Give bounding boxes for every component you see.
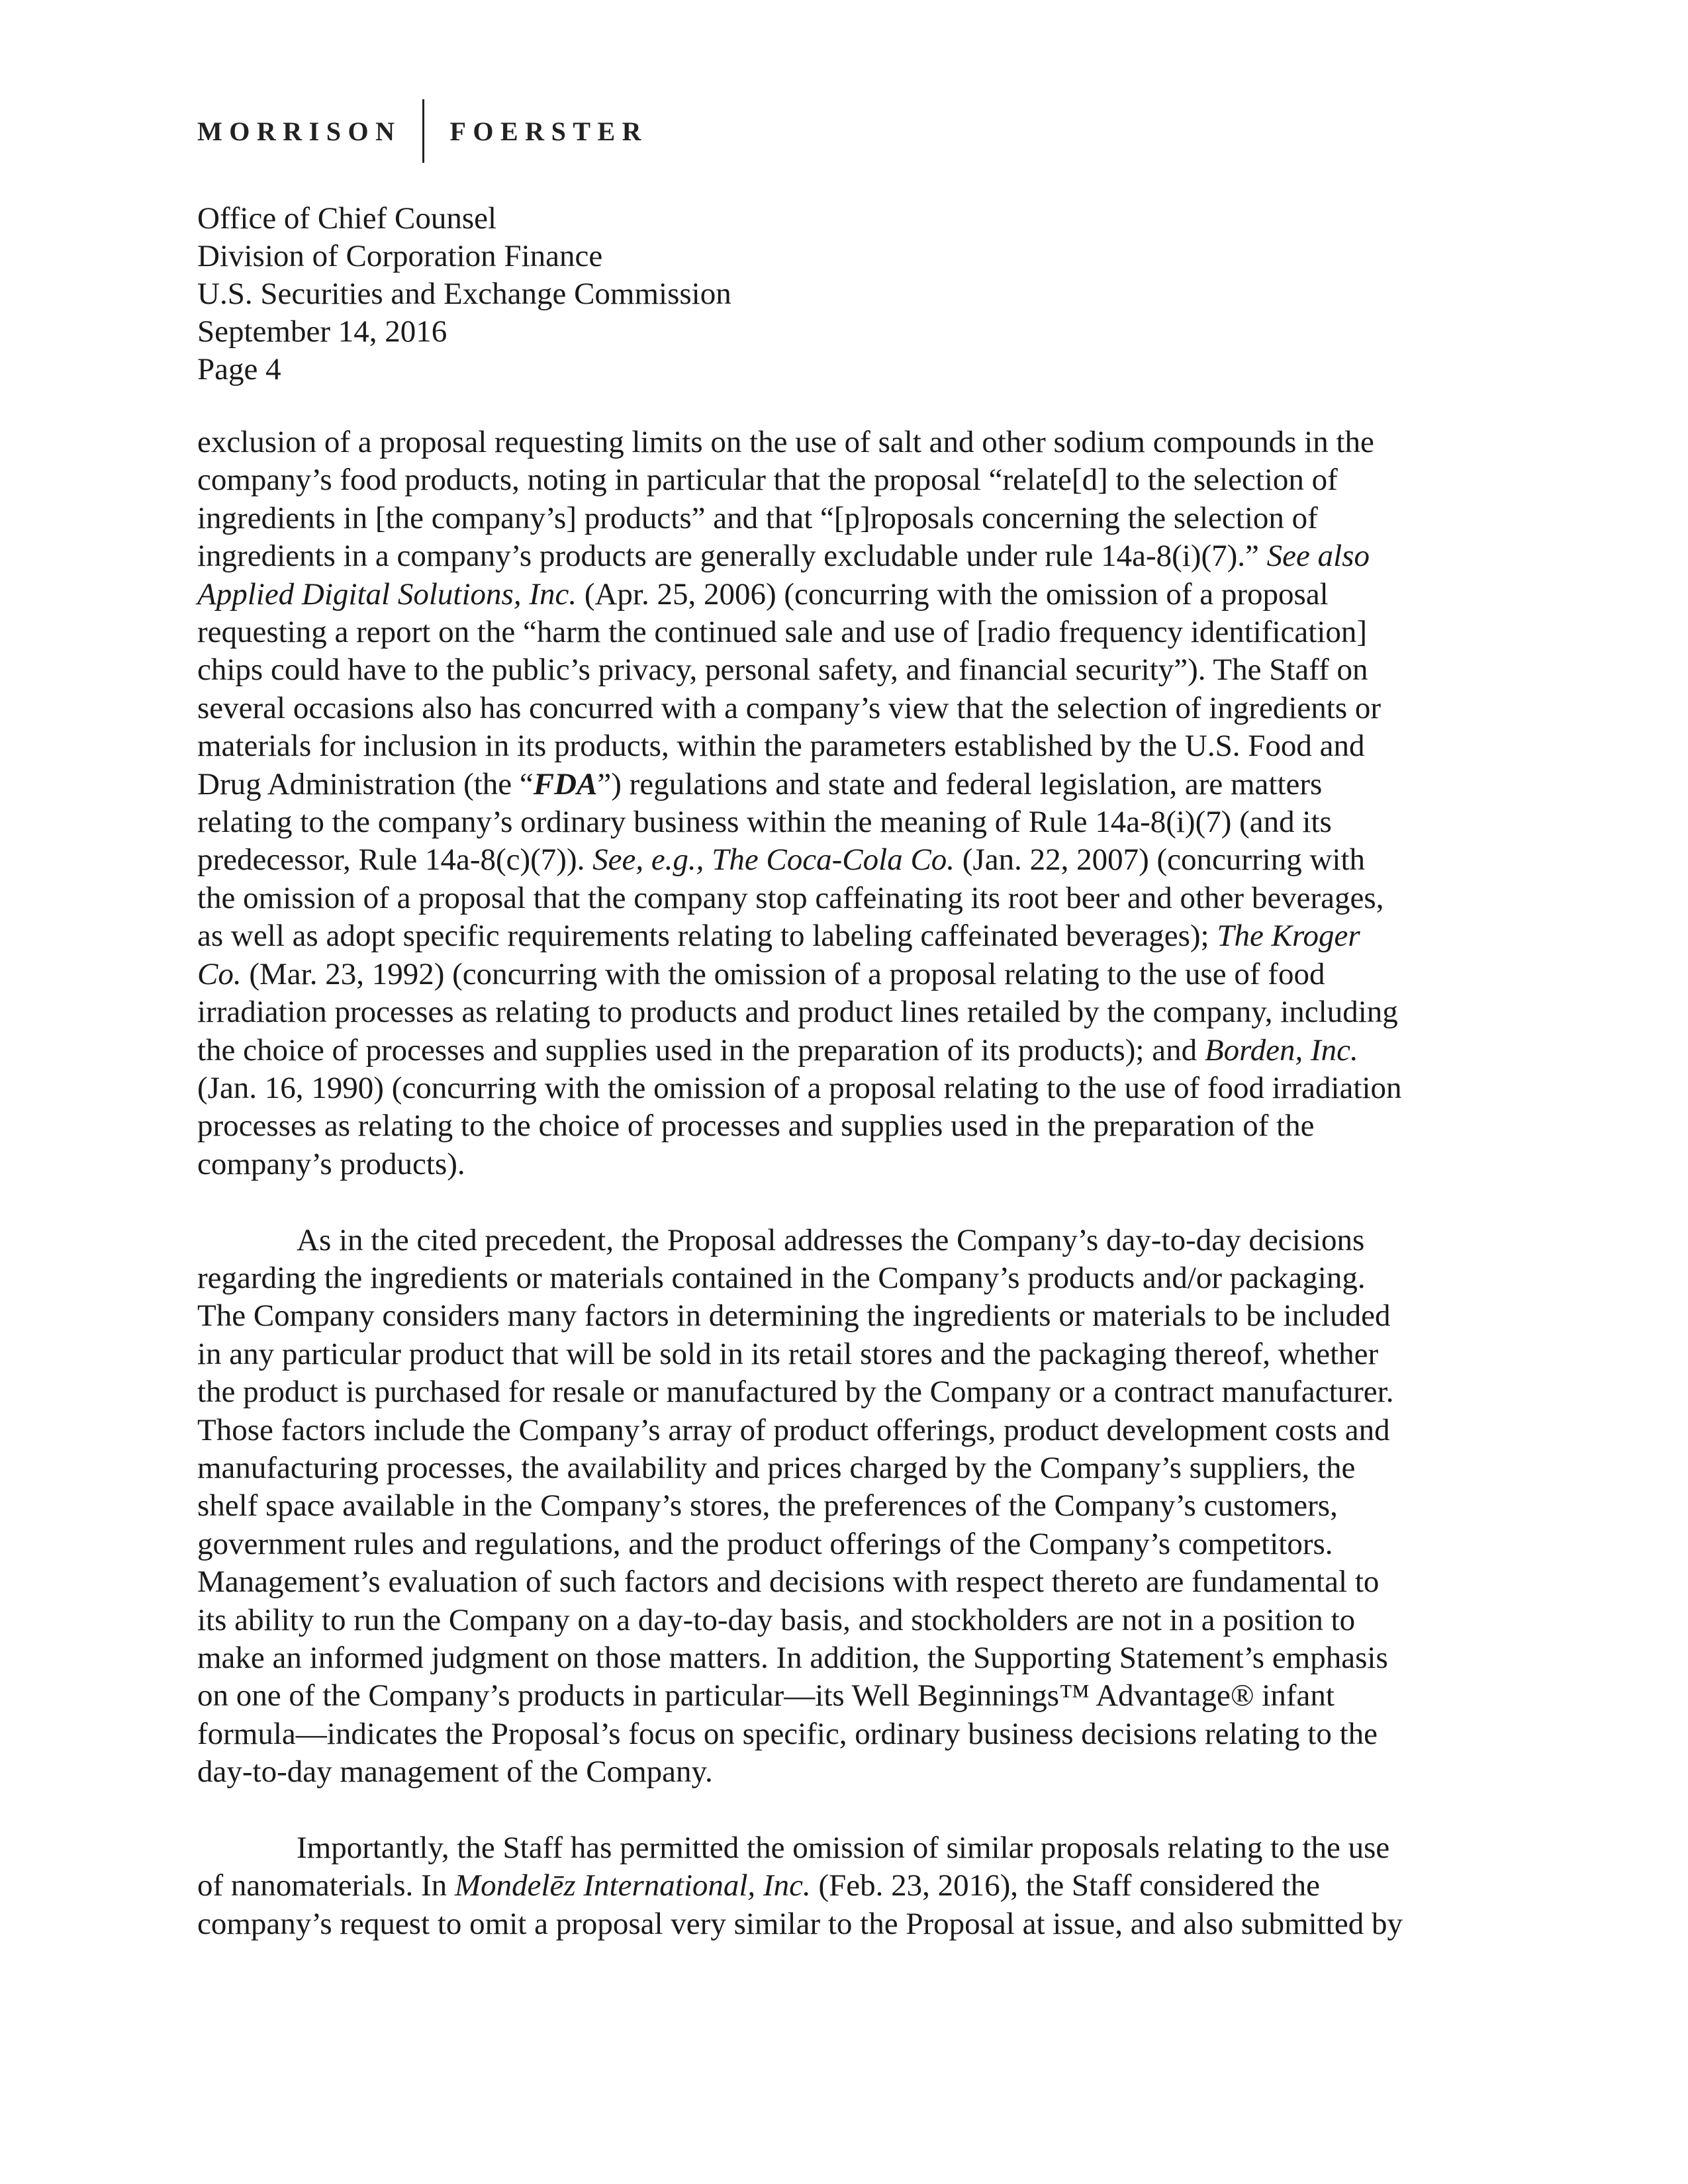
text-run: the product is purchased for resale or manufactured by the Company or a contract manufacturer. [197, 1375, 1394, 1410]
text-run: as well as adopt specific requirements relating to labeling caffeinated beverages); [197, 919, 1217, 954]
paragraph-line [197, 1412, 1475, 1449]
firm-name-left: MORRISON [197, 116, 402, 146]
citation-italic: Mondelēz International, Inc. [454, 1868, 811, 1903]
paragraph-line [197, 956, 1475, 993]
paragraph-line [197, 1602, 1475, 1639]
text-run: (Feb. 23, 2016), the Staff considered the [810, 1868, 1320, 1903]
text-run: of nanomaterials. In [197, 1868, 455, 1903]
text-run: on one of the Company’s products in particular—its Well Beginnings™ Advantage® infant [197, 1678, 1335, 1713]
paragraph-line [197, 1677, 1475, 1715]
recipient-agency: U.S. Securities and Exchange Commission [197, 277, 731, 311]
paragraph-line [197, 651, 1475, 689]
paragraph-line [197, 1146, 1475, 1183]
paragraph-line [197, 1259, 1475, 1297]
paragraph-line [197, 917, 1475, 955]
paragraph-line [197, 993, 1475, 1031]
letterhead-logo [197, 99, 648, 163]
paragraph-line [197, 576, 1475, 614]
text-run: materials for inclusion in its products, within the parameters established by the U.S. Food and [197, 729, 1365, 764]
citation-italic: Applied Digital Solutions, Inc. [197, 576, 577, 612]
text-run: Those factors include the Company’s array of product offerings, product development costs and [197, 1412, 1390, 1447]
paragraph-line [197, 1525, 1475, 1563]
paragraph-line [197, 1336, 1475, 1373]
citation-italic: Co. [197, 956, 242, 991]
text-run: the Proposal addresses the Company’s day-to-day decisions [613, 1222, 1365, 1257]
citation-italic: Borden, Inc. [1204, 1032, 1358, 1068]
letter-body [197, 424, 1475, 1981]
text-run: the omission of a proposal that the company stop caffeinating its root beer and other beverages, [197, 880, 1384, 915]
text-run: formula—indicates the Proposal’s focus on specific, ordinary business decisions relating to the [197, 1716, 1378, 1751]
paragraph-line [197, 1297, 1475, 1335]
text-run: ”) regulations and state and federal legislation, are matters [597, 766, 1323, 801]
paragraph-line [197, 803, 1475, 841]
body-paragraph-1 [197, 424, 1475, 1183]
paragraph-line [197, 1715, 1475, 1753]
text-run: predecessor, Rule 14a-8(c)(7)). [197, 842, 593, 878]
recipient-office: Office of Chief Counsel [197, 201, 497, 236]
text-run: government rules and regulations, and the product offerings of the Company’s competitors. [197, 1526, 1333, 1561]
text-run: ingredients in [the company’s] products” and that “[p]roposals concerning the selection of [197, 500, 1318, 535]
text-run: shelf space available in the Company’s stores, the preferences of the Company’s customers, [197, 1488, 1338, 1524]
text-run: make an informed judgment on those matters. In addition, the Supporting Statement’s emphasis [197, 1640, 1388, 1675]
text-run: exclusion of a proposal requesting limits on the use of salt and other sodium compounds in the [197, 425, 1374, 459]
paragraph-line [197, 1069, 1475, 1107]
paragraph-line [197, 1639, 1475, 1677]
text-run: Management’s evaluation of such factors and decisions with respect thereto are fundamental to [197, 1565, 1380, 1600]
paragraph-line [197, 1222, 1475, 1259]
paragraph-line [197, 690, 1475, 727]
text-run: irradiation processes as relating to products and product lines retailed by the company, including [197, 995, 1398, 1030]
text-run: relating to the company’s ordinary business within the meaning of Rule 14a-8(i)(7) (and its [197, 805, 1332, 840]
paragraph-line [197, 461, 1475, 499]
paragraph-line [197, 1829, 1475, 1867]
citation-italic: See also [1266, 539, 1370, 574]
address-block [197, 200, 731, 388]
text-run: manufacturing processes, the availability and prices charged by the Company’s suppliers, the [197, 1450, 1356, 1485]
text-run: Drug Administration (the “ [197, 766, 534, 801]
text-run: (Apr. 25, 2006) (concurring with the omission of a proposal [577, 576, 1329, 612]
paragraph-line [197, 841, 1475, 879]
paragraph-line [197, 1487, 1475, 1525]
citation-italic: See, e.g., The Coca-Cola Co. [592, 842, 955, 878]
text-run: As in the cited precedent [297, 1222, 606, 1257]
paragraph-line [197, 537, 1475, 575]
text-run: (Jan. 16, 1990) (concurring with the omission of a proposal relating to the use of food irradiation [197, 1070, 1402, 1105]
paragraph-line [197, 1753, 1475, 1791]
paragraph-line [197, 1449, 1475, 1487]
paragraph-line [197, 424, 1475, 461]
paragraph-line [197, 500, 1475, 537]
text-run: day-to-day management of the Company. [197, 1754, 713, 1790]
recipient-division: Division of Corporation Finance [197, 239, 603, 273]
text-run: company’s request to omit a proposal very similar to the Proposal at issue, and also submitted by [197, 1906, 1403, 1941]
paragraph-line [197, 1107, 1475, 1145]
firm-name-right: FOERSTER [449, 116, 649, 146]
text-run: company’s products). [197, 1146, 465, 1181]
text-run: Importantly, the Staff has permitted the omission of similar proposals relating to the use [297, 1831, 1390, 1865]
paragraph-line [197, 727, 1475, 765]
defined-term: FDA [533, 766, 598, 801]
paragraph-line [197, 766, 1475, 803]
text-run: its ability to run the Company on a day-to-day basis, and stockholders are not in a position to [197, 1602, 1356, 1637]
paragraph-line [197, 880, 1475, 917]
text-run: several occasions also has concurred with a company’s view that the selection of ingredients or [197, 690, 1382, 725]
text-run: ingredients in a company’s products are generally excludable under rule 14a-8(i)(7).” [197, 539, 1267, 574]
text-run: The Company considers many factors in determining the ingredients or materials to be included [197, 1298, 1391, 1334]
text-run: requesting a report on the “harm the continued sale and use of [radio frequency identification] [197, 615, 1368, 650]
paragraph-line [197, 1563, 1475, 1601]
text-run: regarding the ingredients or materials contained in the Company’s products and/or packaging. [197, 1260, 1366, 1295]
paragraph-line [197, 1905, 1475, 1943]
paragraph-line [197, 614, 1475, 651]
text-run: processes as relating to the choice of processes and supplies used in the preparation of the [197, 1109, 1315, 1144]
page-number: Page 4 [197, 352, 281, 387]
text-run: the choice of processes and supplies used in the preparation of its products); and [197, 1032, 1205, 1068]
text-run: in any particular product that will be sold in its retail stores and the packaging thereof, whether [197, 1336, 1379, 1371]
paragraph-line [197, 1373, 1475, 1411]
paragraph-line [197, 1032, 1475, 1069]
letter-date: September 14, 2016 [197, 314, 447, 349]
body-paragraph-3 [197, 1829, 1475, 1943]
paragraph-line [197, 1867, 1475, 1905]
logo-divider [422, 99, 424, 163]
text-run: chips could have to the public’s privacy, personal safety, and financial security”). The Staff on [197, 653, 1368, 688]
text-run: (Mar. 23, 1992) (concurring with the omission of a proposal relating to the use of food [241, 956, 1325, 991]
body-paragraph-2 [197, 1222, 1475, 1792]
citation-italic: , [606, 1222, 614, 1257]
citation-italic: The Kroger [1217, 919, 1360, 954]
text-run: company’s food products, noting in particular that the proposal “relate[d] to the selection of [197, 463, 1338, 498]
text-run: (Jan. 22, 2007) (concurring with [955, 842, 1366, 878]
